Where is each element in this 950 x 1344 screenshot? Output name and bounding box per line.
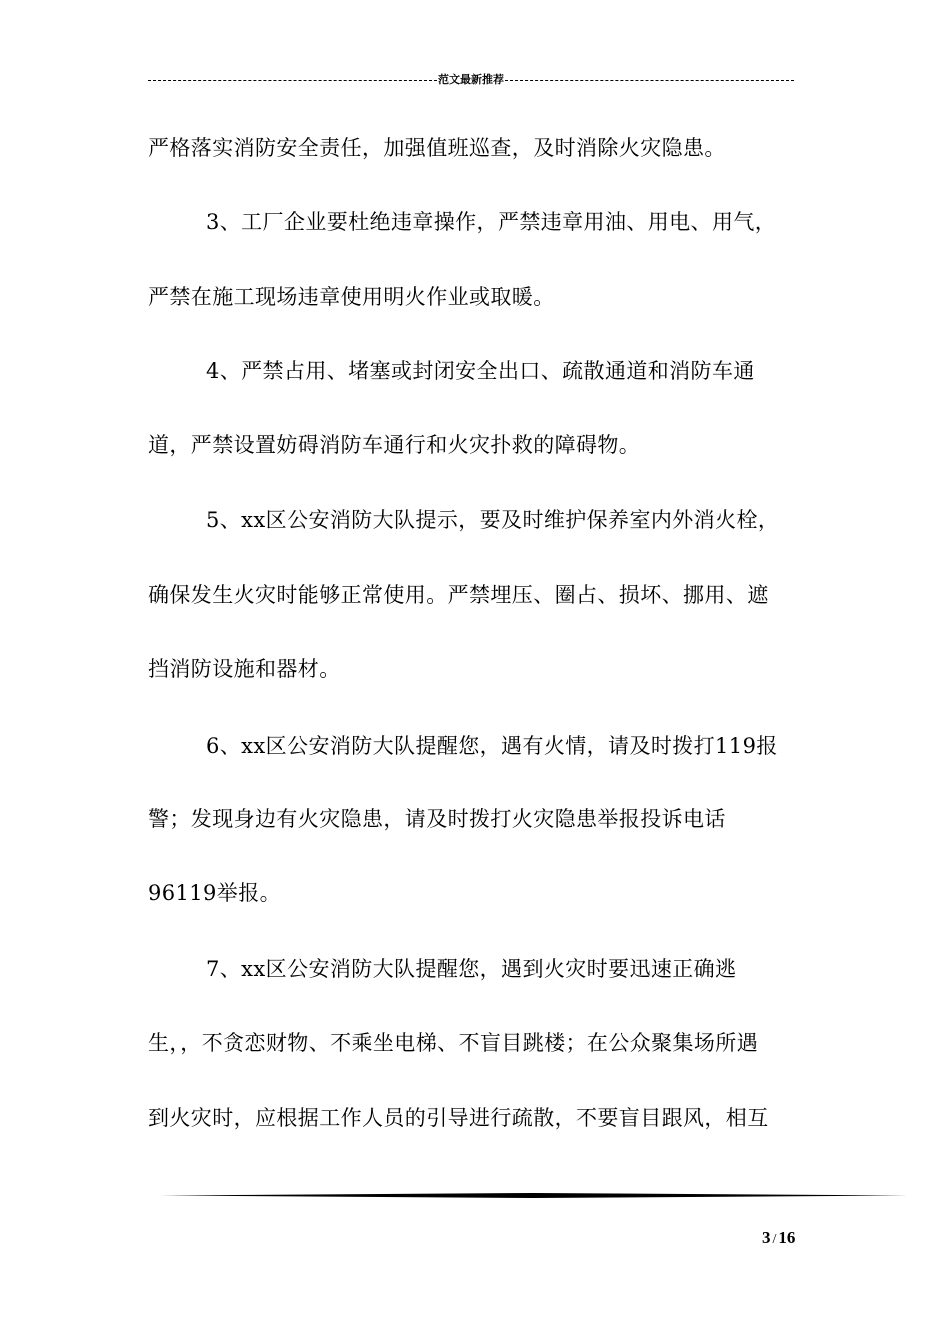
header-title: 范文最新推荐 [438, 73, 504, 86]
page-total: 16 [778, 1228, 796, 1247]
page-separator: / [772, 1232, 777, 1247]
page-header [148, 70, 794, 90]
body-line: 严格落实消防安全责任，加强值班巡查，及时消除火灾隐患。 [148, 136, 726, 160]
footer-rule [160, 1193, 908, 1198]
body-line: 生，，不贪恋财物、不乘坐电梯、不盲目跳楼；在公众聚集场所遇 [148, 1031, 759, 1055]
body-line: 严禁在施工现场违章使用明火作业或取暖。 [148, 285, 555, 309]
body-line: 到火灾时，应根据工作人员的引导进行疏散，不要盲目跟风，相互 [148, 1106, 769, 1130]
body-line: 警；发现身边有火灾隐患，请及时拨打火灾隐患举报投诉电话 [148, 807, 726, 831]
header-dashes-right [505, 80, 794, 81]
body-line: 96119举报。 [148, 881, 282, 905]
body-line: 4、严禁占用、堵塞或封闭安全出口、疏散通道和消防车通 [206, 359, 755, 383]
page-number [762, 1228, 795, 1250]
body-line: 6、xx区公安消防大队提醒您，遇有火情，请及时拨打119报 [206, 734, 778, 758]
body-line: 挡消防设施和器材。 [148, 657, 341, 681]
body-line: 3、工厂企业要杜绝违章操作，严禁违章用油、用电、用气， [206, 210, 777, 234]
body-line: 7、xx区公安消防大队提醒您，遇到火灾时要迅速正确逃 [206, 957, 737, 981]
header-dashes-left [148, 80, 437, 81]
body-line: 5、xx区公安消防大队提示，要及时维护保养室内外消火栓， [206, 508, 780, 532]
body-line: 道，严禁设置妨碍消防车通行和火灾扑救的障碍物。 [148, 433, 641, 457]
page-current: 3 [762, 1228, 771, 1247]
body-line: 确保发生火灾时能够正常使用。严禁埋压、圈占、损坏、挪用、遮 [148, 583, 769, 607]
